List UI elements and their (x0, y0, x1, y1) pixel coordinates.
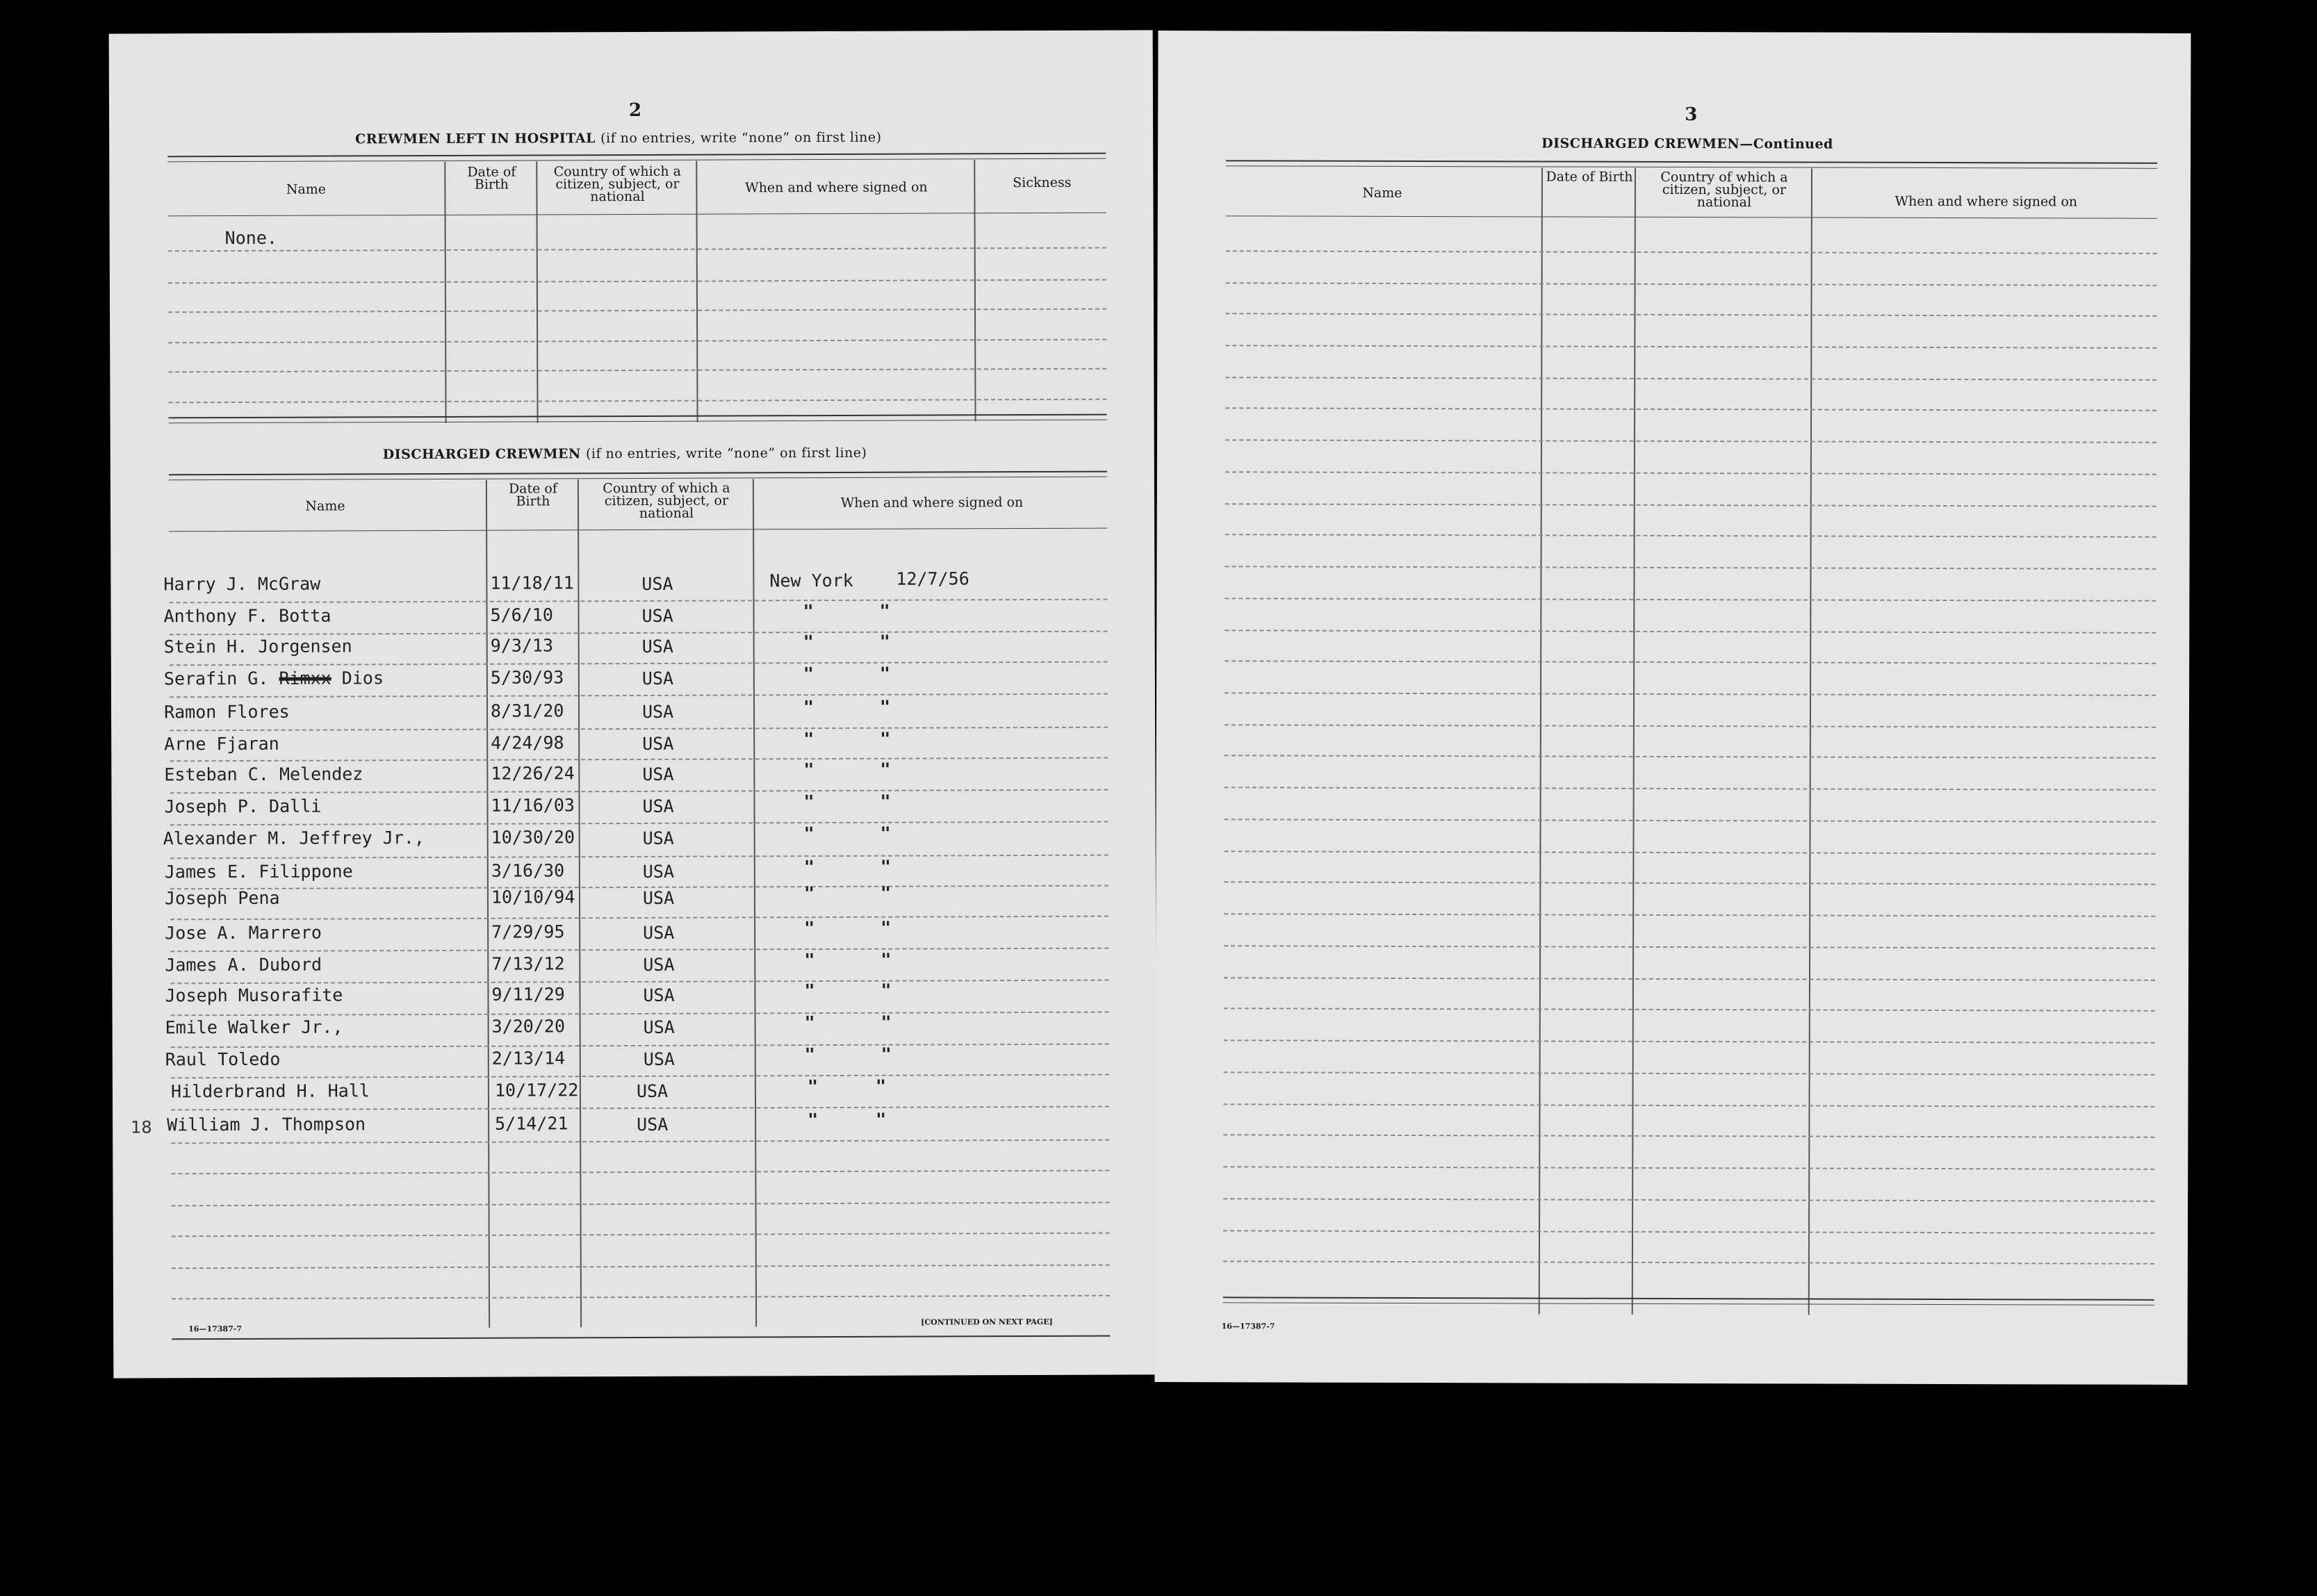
disc-col-name: Name (305, 498, 345, 514)
crew-dob: 11/16/03 (491, 795, 575, 816)
crew-signed-when: 12/7/56 (896, 568, 969, 589)
crew-dob: 5/30/93 (490, 667, 564, 688)
crew-name: Harry J. McGraw (163, 573, 321, 595)
crew-name: Alexander M. Jeffrey Jr., (163, 828, 425, 849)
crew-signed-when: " (875, 1076, 887, 1096)
right-form-page (1154, 31, 2191, 1385)
crew-signed-when: " (881, 1044, 892, 1064)
rcol-name: Name (1362, 185, 1402, 201)
crew-country: USA (642, 764, 674, 784)
crew-country: USA (643, 1048, 675, 1069)
discharged-continued-title: DISCHARGED CREWMEN—Continued (1541, 135, 1833, 152)
crew-dob: 5/6/10 (490, 604, 553, 625)
crew-signed-when: " (880, 759, 891, 780)
crew-signed-where: " (803, 759, 814, 780)
crew-dob: 3/16/30 (491, 860, 565, 881)
crew-signed-when: " (880, 791, 891, 812)
crew-dob: 10/17/22 (494, 1080, 579, 1101)
crew-dob: 2/13/14 (491, 1048, 566, 1069)
crew-signed-where: " (803, 697, 814, 718)
crew-dob: 11/18/11 (490, 573, 574, 593)
crew-signed-when: " (876, 1109, 887, 1130)
crew-dob: 9/11/29 (491, 984, 565, 1005)
crew-name: James E. Filippone (164, 861, 353, 882)
page-number: 3 (1685, 104, 1698, 126)
crew-dob: 4/24/98 (491, 732, 564, 753)
crew-dob: 5/14/21 (495, 1113, 568, 1134)
crew-country: USA (642, 887, 675, 908)
crew-name: Joseph P. Dalli (164, 796, 322, 817)
rcol-country: Country of which a citizen, subject, or national (1660, 169, 1788, 211)
crew-signed-where: " (807, 1076, 819, 1097)
crew-country: USA (642, 828, 674, 848)
hosp-col-signed: When and where signed on (745, 179, 928, 196)
crew-name: Ramon Flores (163, 701, 290, 723)
disc-col-country: Country of which a citizen, subject, or national (603, 480, 730, 521)
crew-name: Joseph Musorafite (165, 985, 343, 1006)
crew-signed-when: " (880, 823, 891, 844)
crew-country: USA (637, 1114, 669, 1135)
crew-signed-when: " (880, 728, 891, 749)
crew-name: Anthony F. Botta (163, 605, 331, 627)
continued-note: [CONTINUED ON NEXT PAGE] (921, 1317, 1053, 1327)
crew-signed-where: " (803, 791, 814, 812)
struck-text: Rimxx (279, 668, 331, 689)
discharged-continued-table (1223, 160, 2157, 1316)
crew-signed-when: " (881, 949, 892, 970)
page-number: 2 (628, 99, 642, 122)
discharged-section-title: DISCHARGED CREWMEN (if no entries, write “none” on first line) (382, 445, 867, 463)
crew-signed-where: " (803, 632, 814, 652)
crew-signed-when: " (879, 696, 891, 717)
disc-col-signed: When and where signed on (840, 495, 1024, 511)
crew-name: Joseph Pena (164, 887, 280, 909)
crew-country: USA (636, 1080, 669, 1101)
crew-country: USA (641, 573, 673, 594)
hosp-col-name: Name (286, 181, 327, 197)
crew-signed-when: " (881, 980, 892, 1001)
crew-signed-where: " (803, 664, 814, 684)
crew-signed-where: " (803, 729, 814, 750)
crew-signed-when: " (879, 663, 890, 684)
crew-signed-where: " (803, 857, 814, 878)
crew-signed-when: " (880, 882, 892, 903)
crew-dob: 9/3/13 (490, 635, 554, 656)
crew-signed-when: " (879, 600, 890, 621)
hosp-first-entry: None. (224, 227, 277, 249)
crew-name: Jose A. Marrero (165, 922, 322, 944)
crew-signed-when: " (880, 856, 891, 877)
left-form-page (109, 30, 1158, 1378)
crew-country: USA (643, 1017, 675, 1037)
crew-name: Arne Fjaran (164, 733, 279, 755)
crew-signed-where: " (803, 601, 814, 622)
crew-signed-when: " (881, 917, 892, 938)
handwritten-margin-mark: 18 (131, 1117, 152, 1137)
crew-signed-where: New York (769, 570, 853, 591)
crew-signed-where: " (803, 823, 814, 844)
crew-signed-where: " (804, 1012, 815, 1033)
crew-dob: 3/20/20 (491, 1016, 566, 1037)
crew-dob: 8/31/20 (490, 700, 564, 721)
crew-dob: 12/26/24 (491, 763, 575, 784)
crew-dob: 10/30/20 (491, 827, 575, 848)
discharged-table (163, 471, 1110, 1329)
crew-signed-where: " (803, 883, 815, 904)
hospital-table (167, 153, 1106, 425)
crew-name: Emile Walker Jr., (165, 1017, 343, 1038)
crew-signed-where: " (804, 918, 815, 939)
crew-signed-when: " (879, 631, 890, 652)
hosp-col-dob: Date of Birth (467, 164, 516, 192)
crew-signed-where: " (804, 1044, 815, 1065)
crew-name: James A. Dubord (165, 954, 322, 976)
crew-name: Serafin G. Rimxx Dios (163, 668, 384, 689)
crew-country: USA (642, 796, 674, 816)
rcol-dob: Date of Birth (1546, 169, 1633, 185)
disc-col-dob: Date of Birth (508, 481, 557, 509)
hosp-col-sickness: Sickness (1013, 174, 1072, 191)
crew-country: USA (641, 605, 673, 626)
crew-country: USA (643, 922, 675, 943)
hosp-col-country: Country of which a citizen, subject, or national (553, 163, 682, 205)
form-number: 16—17387-7 (1221, 1322, 1275, 1331)
crew-signed-where: " (808, 1110, 819, 1130)
crew-country: USA (642, 861, 675, 882)
crew-signed-where: " (804, 980, 815, 1001)
crew-name: Hilderbrand H. Hall (170, 1080, 370, 1102)
form-number: 16—17387-7 (188, 1324, 242, 1334)
crew-name: Raul Toledo (165, 1048, 281, 1070)
crew-name: Stein H. Jorgensen (163, 636, 352, 657)
rcol-signed: When and where signed on (1894, 193, 2078, 210)
crew-country: USA (641, 701, 674, 722)
crew-name: William J. Thompson (167, 1114, 366, 1135)
crew-country: USA (641, 668, 674, 689)
crew-signed-where: " (804, 950, 815, 971)
crew-dob: 10/10/94 (491, 887, 575, 907)
crew-country: USA (643, 985, 675, 1005)
crew-country: USA (641, 636, 673, 657)
hospital-section-title: CREWMEN LEFT IN HOSPITAL (if no entries, write “none” on first line) (355, 129, 882, 147)
crew-dob: 7/29/95 (491, 921, 565, 942)
crew-signed-when: " (881, 1012, 892, 1033)
crew-name: Esteban C. Melendez (164, 764, 363, 785)
crew-country: USA (642, 733, 674, 754)
crew-dob: 7/13/12 (491, 953, 565, 974)
crew-country: USA (643, 954, 675, 975)
